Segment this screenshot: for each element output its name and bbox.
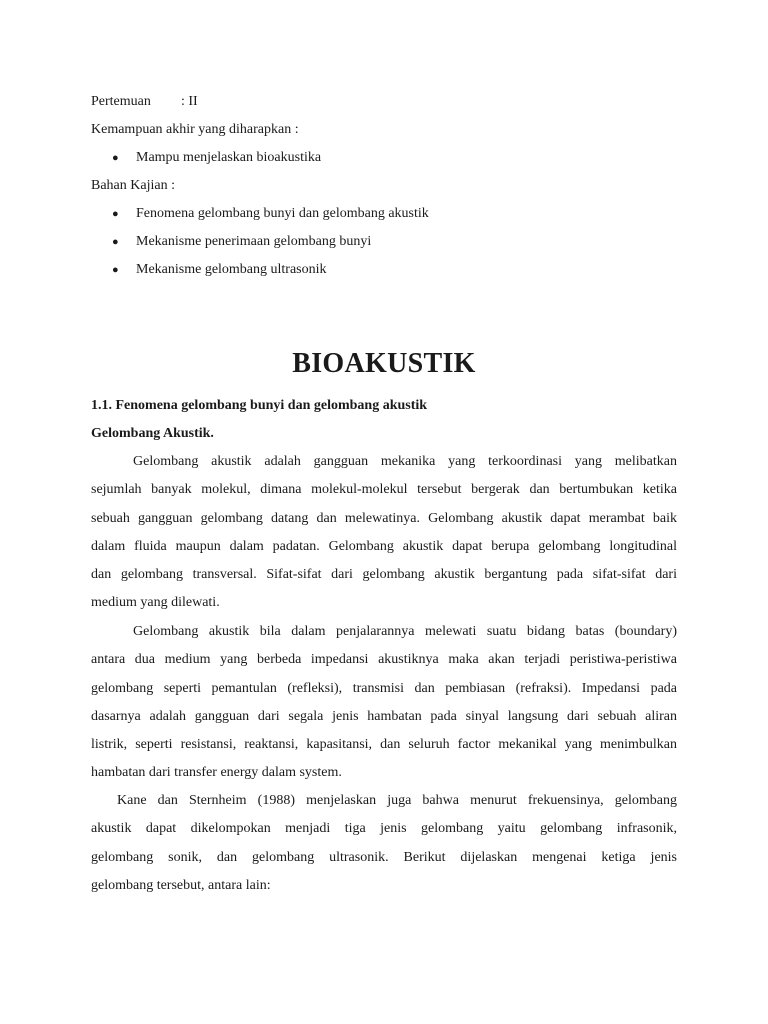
paragraph-line: dan gelombang transversal. Sifat-sifat dari gelombang akustik bergantung pada sifat-sifat dari xyxy=(91,567,677,583)
meeting-value: : II xyxy=(181,94,198,109)
paragraph-line: Gelombang akustik adalah gangguan mekanika yang terkoordinasi yang melibatkan xyxy=(133,454,677,469)
paragraph-line: Gelombang akustik bila dalam penjalarannya melewati suatu bidang batas (boundary) xyxy=(133,624,677,639)
topic-text: Mekanisme penerimaan gelombang bunyi xyxy=(136,234,372,249)
paragraph-line: Kane dan Sternheim (1988) menjelaskan juga bahwa menurut frekuensinya, gelombang xyxy=(117,793,677,808)
bullet-icon: ● xyxy=(112,264,119,276)
paragraph-2 xyxy=(91,618,677,788)
objective-text: Mampu menjelaskan bioakustika xyxy=(136,150,322,165)
topic-item xyxy=(91,228,677,256)
paragraph-line: sejumlah banyak molekul, dimana molekul-molekul tersebut bergerak dan bertumbukan ketika xyxy=(91,482,677,498)
paragraph-line: gelombang tersebut, antara lain: xyxy=(91,877,271,893)
paragraph-1 xyxy=(91,448,677,618)
objective-item xyxy=(91,144,677,172)
topic-text: Mekanisme gelombang ultrasonik xyxy=(136,262,327,277)
paragraph-3 xyxy=(91,787,677,900)
topic-item xyxy=(91,200,677,228)
document-page xyxy=(91,88,677,893)
paragraph-line: sebuah gangguan gelombang datang dan melewatinya. Gelombang akustik dapat merambat baik xyxy=(91,510,677,526)
paragraph-line: antara dua medium yang berbeda impedansi akustiknya maka akan terjadi peristiwa-peristiwa xyxy=(91,652,677,668)
bullet-icon: ● xyxy=(112,236,119,248)
paragraph-line: akustik dapat dikelompokan menjadi tiga jenis gelombang yaitu gelombang infrasonik, xyxy=(91,821,677,837)
objectives-label: Kemampuan akhir yang diharapkan : xyxy=(91,122,299,137)
paragraph-line: dasarnya adalah gangguan dari segala jenis hambatan pada sinyal langsung dari sebuah aliran xyxy=(91,708,677,724)
bullet-icon: ● xyxy=(112,152,119,164)
meeting-label: Pertemuan xyxy=(91,94,151,109)
topics-label: Bahan Kajian : xyxy=(91,178,175,193)
topic-item xyxy=(91,256,677,284)
paragraph-line: medium yang dilewati. xyxy=(91,595,220,611)
section-heading: 1.1. Fenomena gelombang bunyi dan gelombang akustik xyxy=(91,398,428,413)
paragraph-line: dalam fluida maupun dalam padatan. Gelombang akustik dapat berupa gelombang longitudinal xyxy=(91,538,677,554)
topic-text: Fenomena gelombang bunyi dan gelombang akustik xyxy=(136,206,429,221)
paragraph-line: hambatan dari transfer energy dalam system. xyxy=(91,765,342,781)
subheading: Gelombang Akustik. xyxy=(91,426,214,441)
paragraph-line: listrik, seperti resistansi, reaktansi, kapasitansi, dan seluruh factor mekanikal yang menimbulkan xyxy=(91,737,677,753)
paragraph-line: gelombang sonik, dan gelombang ultrasonik. Berikut dijelaskan mengenai ketiga jenis xyxy=(91,849,677,865)
paragraph-line: gelombang seperti pemantulan (refleksi), transmisi dan pembiasan (refraksi). Impedansi pada xyxy=(91,680,677,696)
document-title: BIOAKUSTIK xyxy=(292,348,476,379)
bullet-icon: ● xyxy=(112,208,119,220)
meeting-line xyxy=(91,88,677,116)
